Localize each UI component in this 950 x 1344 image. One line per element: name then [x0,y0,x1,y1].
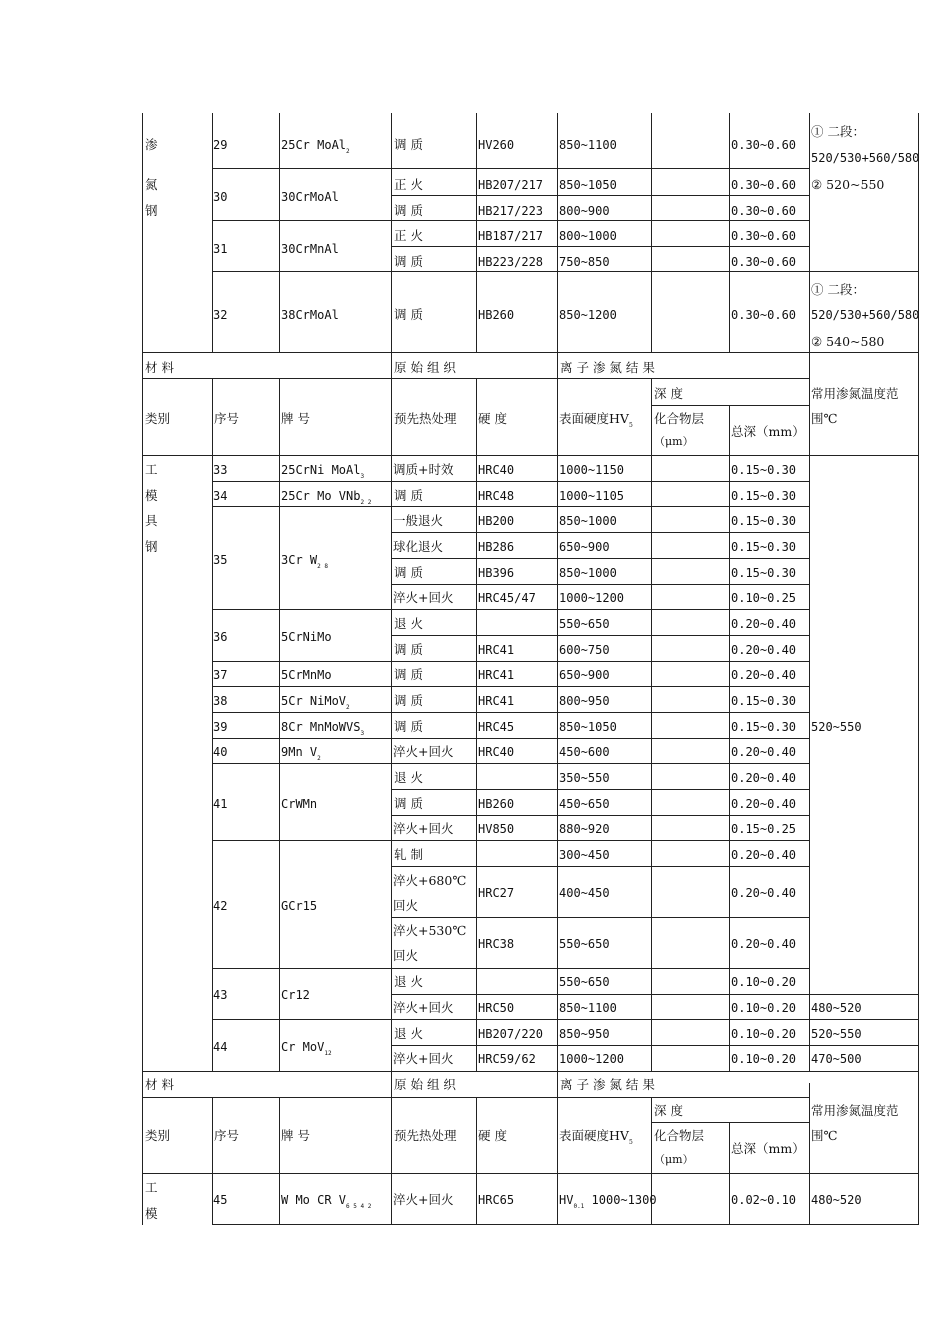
preheat-cell: 调质+时效 [393,462,454,477]
temp-note: ② 540~580 [811,334,885,349]
category-char: 钢 [145,203,158,218]
preheat-cell: 一般退火 [393,513,444,528]
surface-hv-cell: 850~1000 [559,514,617,528]
header-temp: 常用渗氮温度范 [811,1103,899,1118]
surface-hv-cell: 450~600 [559,745,610,759]
header-compound: 化合物层 [654,411,705,426]
hardness-cell: HRC40 [478,745,515,759]
preheat-cell: 淬火+530℃ [393,923,467,938]
category-char: 模 [145,488,158,503]
header-material: 材 料 [145,1077,174,1092]
depth-cell: 0.30~0.60 [731,308,797,322]
grade-cell: 30CrMoAl [281,190,339,204]
preheat-cell: 调 质 [394,254,423,269]
seq-cell: 34 [213,489,228,503]
preheat-cell: 正 火 [394,177,423,192]
hardness-cell: HRC40 [478,463,515,477]
temp-cell: 470~500 [811,1052,862,1066]
surface-hv-cell: 300~450 [559,848,610,862]
depth-cell: 0.15~0.30 [731,514,797,528]
surface-hv-cell: 550~650 [559,617,610,631]
grade-cell: 5Cr NiMoV$_2$ [281,694,350,711]
grade-cell: 30CrMnAl [281,242,339,256]
header-temp: 围℃ [811,1128,838,1143]
seq-cell: 37 [213,668,228,682]
depth-cell: 0.20~0.40 [731,745,797,759]
preheat-cell: 回火 [393,898,419,913]
hardness-cell: HRC65 [478,1193,515,1207]
seq-cell: 40 [213,745,228,759]
surface-hv-cell: 400~450 [559,886,610,900]
hardness-cell: HB217/223 [478,204,544,218]
grade-cell: 25Cr Mo VNb$_{2 2}$ [281,489,372,506]
grade-cell: Cr MoV$_{12}$ [281,1040,332,1057]
header-depth: 深 度 [654,386,683,401]
hardness-cell: HB207/217 [478,178,544,192]
grade-cell: 9Mn $V_2$ [281,745,321,762]
surface-hv-cell: 850~1100 [559,1001,617,1015]
grade-cell: 38CrMoAl [281,308,339,322]
surface-hv-cell: 850~1000 [559,566,617,580]
header-result: 离 子 渗 氮 结 果 [560,1077,655,1092]
seq-cell: 33 [213,463,228,477]
hardness-cell: HRC59/62 [478,1052,536,1066]
seq-cell: 44 [213,1040,228,1054]
temp-note: 520/530+560/580 [811,151,920,165]
category-char: 工 [145,1180,158,1195]
depth-cell: 0.15~0.30 [731,489,797,503]
preheat-cell: 淬火+回火 [393,744,454,759]
header-original: 原 始 组 织 [394,360,456,375]
depth-cell: 0.20~0.40 [731,848,797,862]
category-char: 氮 [145,177,158,192]
grade-cell: GCr15 [281,899,318,913]
hardness-cell: HB260 [478,797,515,811]
category-char: 渗 [145,137,158,152]
surface-hv-cell: 600~750 [559,643,610,657]
depth-cell: 0.20~0.40 [731,617,797,631]
hardness-cell: HRC27 [478,886,515,900]
depth-cell: 0.30~0.60 [731,204,797,218]
preheat-cell: 淬火+回火 [393,1051,454,1066]
hardness-cell: HRC41 [478,694,515,708]
seq-cell: 35 [213,553,228,567]
preheat-cell: 调 质 [394,642,423,657]
header-grade: 牌 号 [281,411,310,426]
grade-cell: CrWMn [281,797,318,811]
depth-cell: 0.02~0.10 [731,1193,797,1207]
hardness-cell: HB207/220 [478,1027,544,1041]
seq-cell: 43 [213,988,228,1002]
grade-cell: Cr12 [281,988,310,1002]
seq-cell: 41 [213,797,228,811]
preheat-cell: 球化退火 [393,539,444,554]
header-total-depth: 总深（mm） [731,424,805,439]
grade-cell: 8Cr MnMoWVS$_3$ [281,720,365,737]
header-hardness: 硬 度 [478,411,507,426]
header-temp: 常用渗氮温度范 [811,386,899,401]
hardness-cell: HB286 [478,540,515,554]
header-seq: 序号 [214,1128,240,1143]
preheat-cell: 调 质 [394,693,423,708]
seq-cell: 29 [213,138,228,152]
depth-cell: 0.20~0.40 [731,937,797,951]
header-preheat: 预先热处理 [394,1128,457,1143]
preheat-cell: 退 火 [394,974,423,989]
surface-hv-cell: 880~920 [559,822,610,836]
preheat-cell: 调 质 [394,488,423,503]
temp-note: ① 二段： [811,282,865,297]
grade-cell: 25Cr MoAl$_2$ [281,138,350,155]
surface-hv-cell: 850~1100 [559,138,617,152]
grade-cell: 25CrNi MoAl$_3$ [281,463,365,480]
seq-cell: 42 [213,899,228,913]
preheat-cell: 轧 制 [394,847,423,862]
surface-hv-cell: 850~1200 [559,308,617,322]
preheat-cell: 淬火+回火 [393,821,454,836]
surface-hv-cell: 800~1000 [559,229,617,243]
seq-cell: 30 [213,190,228,204]
grade-cell: W Mo CR $V_{6 5 4 2}$ [281,1193,372,1210]
hardness-cell: HRC48 [478,489,515,503]
seq-cell: 32 [213,308,228,322]
temp-note: 520/530+560/580 [811,308,920,322]
surface-hv-cell: 1000~1150 [559,463,625,477]
depth-cell: 0.10~0.20 [731,1001,797,1015]
depth-cell: 0.20~0.40 [731,771,797,785]
preheat-cell: 回火 [393,948,419,963]
depth-cell: 0.10~0.25 [731,591,797,605]
surface-hv-cell: 850~1050 [559,720,617,734]
hardness-cell: HRC45/47 [478,591,536,605]
temp-cell: 480~520 [811,1001,862,1015]
depth-cell: 0.20~0.40 [731,886,797,900]
depth-cell: 0.30~0.60 [731,138,797,152]
surface-hv-cell: 650~900 [559,540,610,554]
header-grade: 牌 号 [281,1128,310,1143]
depth-cell: 0.30~0.60 [731,229,797,243]
depth-cell: 0.15~0.30 [731,540,797,554]
header-result: 离 子 渗 氮 结 果 [560,360,655,375]
hardness-cell: HB187/217 [478,229,544,243]
header-surface-hv: 表面硬度$HV_5$ [559,411,633,429]
header-compound-unit: （μm） [654,435,694,448]
header-hardness: 硬 度 [478,1128,507,1143]
hardness-cell: HV260 [478,138,515,152]
header-category: 类别 [145,411,171,426]
depth-cell: 0.20~0.40 [731,643,797,657]
hardness-cell: HV850 [478,822,515,836]
depth-cell: 0.15~0.30 [731,463,797,477]
preheat-cell: 调 质 [394,307,423,322]
seq-cell: 38 [213,694,228,708]
depth-cell: 0.10~0.20 [731,1027,797,1041]
depth-cell: 0.30~0.60 [731,178,797,192]
hardness-cell: HRC41 [478,668,515,682]
category-char: 工 [145,462,158,477]
hardness-cell: HB200 [478,514,515,528]
surface-hv-cell: 550~650 [559,937,610,951]
header-compound: 化合物层 [654,1128,705,1143]
depth-cell: 0.15~0.30 [731,720,797,734]
header-total-depth: 总深（mm） [731,1141,805,1156]
grade-cell: 3Cr $W_{2 8}$ [281,553,328,570]
surface-hv-cell: 1000~1200 [559,1052,625,1066]
depth-cell: 0.30~0.60 [731,255,797,269]
category-char: 具 [145,513,158,528]
depth-cell: 0.15~0.25 [731,822,797,836]
preheat-cell: 调 质 [394,203,423,218]
grade-cell: 5CrMnMo [281,668,332,682]
hardness-cell: HRC41 [478,643,515,657]
header-depth: 深 度 [654,1103,683,1118]
header-category: 类别 [145,1128,171,1143]
header-preheat: 预先热处理 [394,411,457,426]
surface-hv-cell: 800~950 [559,694,610,708]
seq-cell: 39 [213,720,228,734]
surface-hv-cell: 1000~1200 [559,591,625,605]
preheat-cell: 淬火+回火 [393,590,454,605]
hardness-cell: HB396 [478,566,515,580]
hardness-cell: HRC45 [478,720,515,734]
depth-cell: 0.15~0.30 [731,566,797,580]
hardness-cell: HRC50 [478,1001,515,1015]
surface-hv-cell: 1000~1105 [559,489,625,503]
preheat-cell: 调 质 [394,565,423,580]
preheat-cell: 淬火+680℃ [393,873,467,888]
preheat-cell: 淬火+回火 [393,1192,454,1207]
header-seq: 序号 [214,411,240,426]
header-surface-hv: 表面硬度$HV_5$ [559,1128,633,1146]
preheat-cell: 调 质 [394,137,423,152]
preheat-cell: 退 火 [394,770,423,785]
category-char: 模 [145,1206,158,1221]
surface-hv-cell: 850~1050 [559,178,617,192]
hardness-cell: HB260 [478,308,515,322]
depth-cell: 0.10~0.20 [731,1052,797,1066]
depth-cell: 0.20~0.40 [731,668,797,682]
depth-cell: 0.20~0.40 [731,797,797,811]
temp-note: ① 二段： [811,124,865,139]
temp-note: ② 520~550 [811,177,885,192]
category-char: 钢 [145,539,158,554]
hardness-cell: HRC38 [478,937,515,951]
preheat-cell: 退 火 [394,616,423,631]
preheat-cell: 调 质 [394,719,423,734]
depth-cell: 0.15~0.30 [731,694,797,708]
surface-hv-cell: 850~950 [559,1027,610,1041]
preheat-cell: 调 质 [394,796,423,811]
seq-cell: 45 [213,1193,228,1207]
surface-hv-cell: 650~900 [559,668,610,682]
temp-cell: 520~550 [811,720,862,734]
hardness-cell: HB223/228 [478,255,544,269]
surface-hv-cell: 350~550 [559,771,610,785]
preheat-cell: 淬火+回火 [393,1000,454,1015]
preheat-cell: 正 火 [394,228,423,243]
header-compound-unit: （μm） [654,1153,694,1166]
temp-cell: 520~550 [811,1027,862,1041]
seq-cell: 36 [213,630,228,644]
header-original: 原 始 组 织 [394,1077,456,1092]
temp-cell: 480~520 [811,1193,862,1207]
grade-cell: 5CrNiMo [281,630,332,644]
seq-cell: 31 [213,242,228,256]
surface-hv-cell: 750~850 [559,255,610,269]
preheat-cell: 退 火 [394,1026,423,1041]
surface-hv-cell: 450~650 [559,797,610,811]
header-temp: 围℃ [811,411,838,426]
depth-cell: 0.10~0.20 [731,975,797,989]
surface-hv-cell: 550~650 [559,975,610,989]
surface-hv-cell: 800~900 [559,204,610,218]
preheat-cell: 调 质 [394,667,423,682]
surface-hv-cell: $HV_{0.1}$ 1000~1300 [559,1193,657,1210]
header-material: 材 料 [145,360,174,375]
